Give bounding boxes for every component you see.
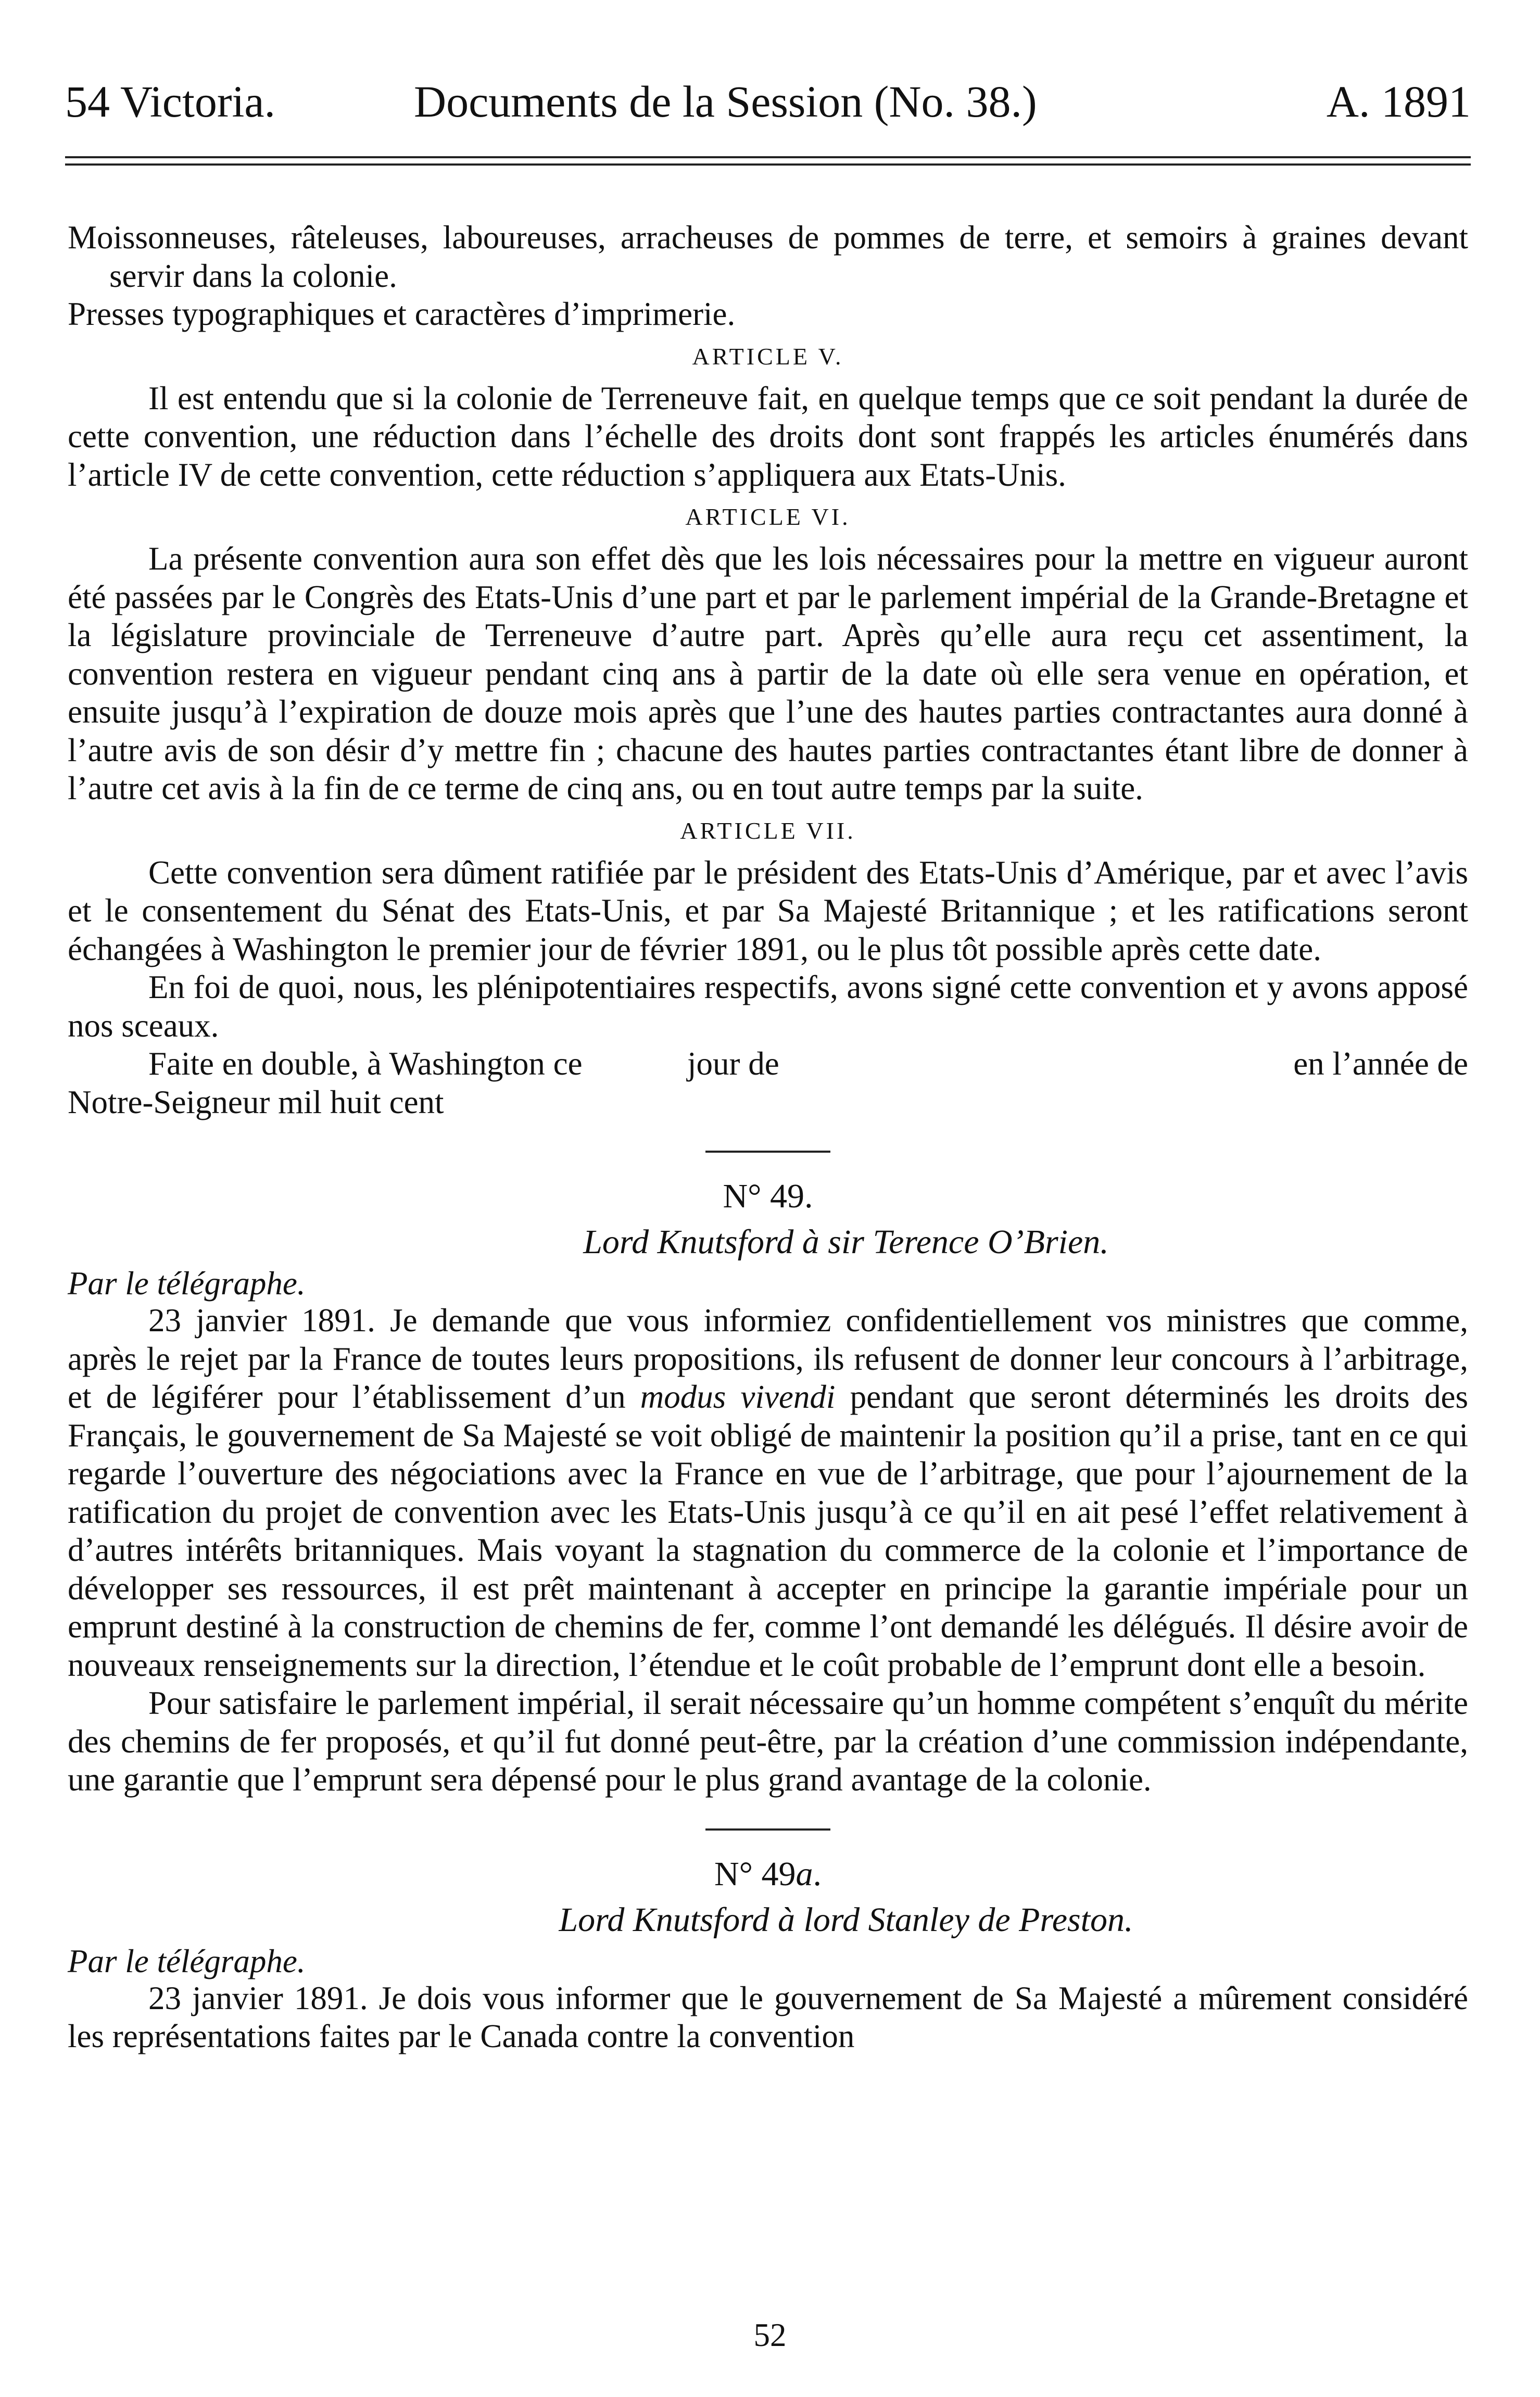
section-divider: [705, 1828, 830, 1831]
document-49-paragraph-1: [68, 1302, 1468, 1684]
document-49-text: pendant que seront déterminés les droits des Français, le gouvernement de Sa Majesté se voit obligé de maintenir la position qu’il a prise, tant en ce qui regarde l’ouverture des négociations avec la France en vue de l’arbitrage, que pour l’ajournement de la ratification du projet de convention avec les Etats-Unis jusqu’à ce qu’il en ait pesé l’effet relativement à d’autres intérêts britanniques. Mais voyant la stagnation du commerce de la colonie et l’importance de développer ses ressources, il est prêt maintenant à accepter en principe la garantie impériale pour un emprunt destiné à la construction de chemins de fer, comme l’ont demandé les délégués. Il désire avoir de nouveaux renseignements sur la direction, l’étendue et le coût probable de l’emprunt dont elle a besoin.: [68, 1379, 1468, 1683]
document-49a-via: Par le télégraphe.: [68, 1942, 306, 1979]
document-49a-paragraph-1: 23 janvier 1891. Je dois vous informer que le gouvernement de Sa Majesté a mûrement considéré les représentations faites par le Canada contre la convention: [68, 1979, 1468, 2054]
section-divider: [705, 1151, 830, 1153]
list-item: Moissonneuses, râteleuses, laboureuses, arracheuses de pommes de terre, et semoirs à graines devant servir dans la colonie.: [68, 219, 1468, 294]
document-49-paragraph-2: Pour satisfaire le parlement impérial, il serait nécessaire qu’un homme compétent s’enquît du mérite des chemins de fer proposés, et qu’il fut donné peut-être, par la création d’une commission indépendante, une garantie que l’emprunt sera dépensé pour le plus grand avantage de la colonie.: [68, 1685, 1468, 1798]
header-rule-bottom: [65, 163, 1471, 166]
dated-clause-line2: Notre-Seigneur mil huit cent: [68, 1083, 444, 1120]
italic-term: modus vivendi: [640, 1379, 836, 1415]
document-49-addressee: Lord Knutsford à sir Terence O’Brien.: [583, 1223, 1109, 1261]
header-year: A. 1891: [1326, 77, 1471, 127]
document-49a-addressee: Lord Knutsford à lord Stanley de Preston.: [559, 1900, 1133, 1939]
article-7-heading: ARTICLE VII.: [680, 817, 856, 844]
running-header: [65, 73, 1471, 130]
dated-clause-part1: Faite en double, à Washington ce: [148, 1045, 583, 1082]
document-number-prefix: N° 49: [714, 1854, 796, 1893]
document-number-suffix: a: [796, 1854, 813, 1893]
article-5-heading: ARTICLE V.: [692, 343, 844, 370]
dated-clause-part3: en l’année de: [1293, 1045, 1468, 1082]
document-49-text: 23 janvier 1891. Je demande que vous informiez confidentiellement vos ministres que comme, après le rejet par la France de toutes leurs propositions, ils refusent de donner leur concours à l’arbitrage, et de légiférer pour l’établissement d’un: [68, 1302, 1468, 1415]
article-5-text: Il est entendu que si la colonie de Terreneuve fait, en quelque temps que ce soit pendant la durée de cette convention, une réduction dans l’échelle des droits dont sont frappés les articles énumérés dans l’article IV de cette convention, cette réduction s’appliquera aux Etats-Unis.: [68, 380, 1468, 493]
header-session-year: 54 Victoria.: [65, 77, 276, 127]
dated-clause-part2: jour de: [687, 1045, 779, 1082]
article-7-text: Cette convention sera dûment ratifiée par le président des Etats-Unis d’Amérique, par et avec l’avis et le consentement du Sénat des Etats-Unis, et par Sa Majesté Britannique ; et les ratifications seront échangées à Washington le premier jour de février 1891, ou le plus tôt possible après cette date.: [68, 854, 1468, 967]
dated-clause: [68, 1045, 1468, 1083]
header-rule-top: [65, 156, 1471, 158]
page-number: 52: [753, 2317, 787, 2353]
document-number-end: .: [813, 1854, 822, 1893]
list-item: Presses typographiques et caractères d’imprimerie.: [68, 296, 736, 332]
article-6-text: La présente convention aura son effet dès que les lois nécessaires pour la mettre en vigueur auront été passées par le Congrès des Etats-Unis d’une part et par le parlement impérial de la Grande-Bretagne et la législature provinciale de Terreneuve d’autre part. Après qu’elle aura reçu cet assentiment, la convention restera en vigueur pendant cinq ans à partir de la date où elle sera venue en opération, et ensuite jusqu’à l’expiration de douze mois après que l’une des hautes parties contractantes aura donné à l’autre avis de son désir d’y mettre fin ; chacune des hautes parties contractantes étant libre de donner à l’autre cet avis à la fin de ce terme de cinq ans, ou en tout autre temps par la suite.: [68, 540, 1468, 806]
witness-clause: En foi de quoi, nous, les plénipotentiaires respectifs, avons signé cette convention et y avons apposé nos sceaux.: [68, 969, 1468, 1044]
header-document-title: Documents de la Session (No. 38.): [414, 77, 1037, 127]
document-number-49a: [68, 1851, 1468, 1897]
article-6-heading: ARTICLE VI.: [685, 503, 851, 530]
document-49-via: Par le télégraphe.: [68, 1265, 306, 1302]
document-number-49: N° 49.: [723, 1177, 813, 1215]
body-text: [68, 219, 1468, 2056]
